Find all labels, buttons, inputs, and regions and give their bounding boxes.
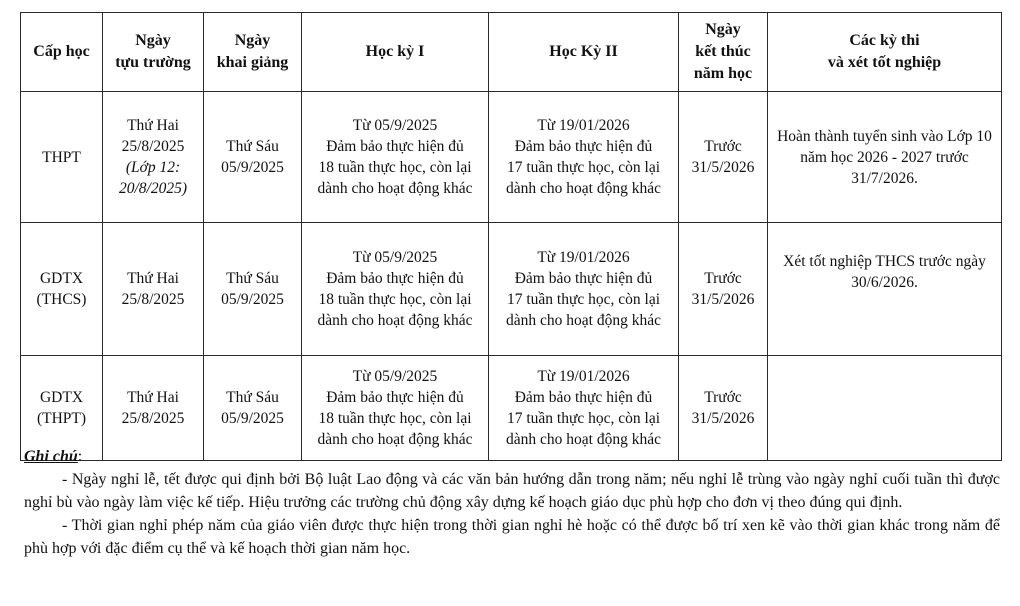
- header-opening-day-line: Ngày: [234, 32, 271, 49]
- semester-1-text: Từ 05/9/2025: [352, 117, 438, 134]
- cell-semester-1: [302, 223, 489, 356]
- header-opening-day: [204, 13, 302, 92]
- semester-1-text: 18 tuần thực học, còn lại: [318, 159, 472, 176]
- semester-1-text: Đảm bảo thực hiện đủ: [326, 138, 464, 155]
- return-day-note: 20/8/2025): [118, 180, 188, 197]
- header-semester-2-label: Học Kỳ II: [549, 43, 618, 60]
- cell-exams: [768, 223, 1002, 356]
- semester-1-text: dành cho hoạt động khác: [317, 312, 473, 329]
- opening-day-text: Thứ Sáu: [226, 138, 279, 155]
- header-end-day: [679, 13, 768, 92]
- opening-day-text: 05/9/2025: [221, 410, 284, 427]
- semester-1-text: Đảm bảo thực hiện đủ: [326, 389, 464, 406]
- semester-2-text: Đảm bảo thực hiện đủ: [514, 270, 653, 287]
- exams-text: Hoàn thành tuyển sinh vào Lớp 10 năm học 2026 - 2027 trước 31/7/2026.: [777, 127, 992, 187]
- notes-heading: [24, 445, 1000, 468]
- semester-2-text: Đảm bảo thực hiện đủ: [514, 138, 653, 155]
- end-day-text: 31/5/2026: [691, 410, 755, 427]
- cell-end-day: [679, 92, 768, 223]
- opening-day-text: 05/9/2025: [221, 291, 284, 308]
- notes-title: Ghi chú: [24, 448, 78, 465]
- note-item: - Thời gian nghỉ phép năm của giáo viên được thực hiện trong thời gian nghỉ hè hoặc có thể được bố trí xen kẽ vào thời gian khác trong năm để phù hợp với đặc điểm cụ thể và kế hoạch thời gian năm học.: [24, 517, 1000, 557]
- table-row: [21, 92, 1002, 223]
- return-day-text: 25/8/2025: [121, 138, 185, 155]
- header-return-day-line: Ngày: [135, 32, 171, 49]
- header-level-label: Cấp học: [33, 43, 90, 60]
- semester-2-text: Từ 19/01/2026: [537, 117, 630, 134]
- semester-2-text: Từ 19/01/2026: [537, 249, 630, 266]
- semester-2-text: 17 tuần thực học, còn lại: [506, 159, 661, 176]
- end-day-text: 31/5/2026: [691, 291, 755, 308]
- level-label: GDTX: [39, 270, 84, 287]
- opening-day-text: 05/9/2025: [221, 159, 284, 176]
- header-semester-1-label: Học kỳ I: [365, 43, 425, 60]
- header-semester-1: [302, 13, 489, 92]
- cell-semester-1: [302, 92, 489, 223]
- semester-1-text: 18 tuần thực học, còn lại: [318, 410, 472, 427]
- cell-return-day: [103, 223, 204, 356]
- return-day-text: Thứ Hai: [127, 270, 179, 287]
- semester-2-text: 17 tuần thực học, còn lại: [506, 410, 661, 427]
- exams-text: Xét tốt nghiệp THCS trước ngày 30/6/2026.: [783, 253, 986, 291]
- semester-2-text: 17 tuần thực học, còn lại: [506, 291, 661, 308]
- cell-opening-day: [204, 223, 302, 356]
- header-end-day-line: Ngày: [705, 21, 741, 38]
- table-header-row: [21, 13, 1002, 92]
- semester-1-text: dành cho hoạt động khác: [317, 431, 473, 448]
- header-exams-line: Các kỳ thi: [849, 32, 920, 49]
- table-row: [21, 223, 1002, 356]
- cell-end-day: [679, 223, 768, 356]
- return-day-text: 25/8/2025: [121, 291, 185, 308]
- return-day-text: Thứ Hai: [127, 117, 179, 134]
- header-return-day-line: tựu trường: [115, 54, 191, 71]
- note-item: - Ngày nghỉ lễ, tết được qui định bởi Bộ luật Lao động và các văn bản hướng dẫn trong năm; nếu nghỉ lễ trùng vào ngày nghỉ cuối tuần thì được nghỉ bù vào ngày làm việc kế tiếp. Hiệu trưởng các trường chủ động xây dựng kế hoạch giáo dục phù hợp cho đơn vị theo đúng qui định.: [24, 471, 1000, 511]
- cell-level: [21, 223, 103, 356]
- opening-day-text: Thứ Sáu: [226, 270, 279, 287]
- end-day-text: Trước: [704, 389, 742, 406]
- end-day-text: Trước: [704, 138, 742, 155]
- level-label: GDTX: [39, 389, 84, 406]
- cell-opening-day: [204, 92, 302, 223]
- level-label: (THPT): [36, 410, 87, 427]
- end-day-text: 31/5/2026: [691, 159, 755, 176]
- return-day-note: (Lớp 12:: [125, 159, 181, 176]
- semester-1-text: 18 tuần thực học, còn lại: [318, 291, 472, 308]
- cell-level: [21, 92, 103, 223]
- semester-2-text: dành cho hoạt động khác: [506, 312, 661, 329]
- cell-semester-2: [489, 223, 679, 356]
- semester-1-text: dành cho hoạt động khác: [317, 180, 473, 197]
- header-exams-line: và xét tốt nghiệp: [827, 54, 942, 71]
- header-level: [21, 13, 103, 92]
- cell-return-day: [103, 92, 204, 223]
- header-return-day: [103, 13, 204, 92]
- semester-2-text: Đảm bảo thực hiện đủ: [514, 389, 653, 406]
- header-exams: [768, 13, 1002, 92]
- header-end-day-line: kết thúc: [695, 43, 751, 60]
- school-year-schedule-table: [20, 12, 1002, 461]
- level-label: THPT: [42, 148, 81, 166]
- return-day-text: Thứ Hai: [127, 389, 179, 406]
- semester-2-text: dành cho hoạt động khác: [506, 431, 661, 448]
- header-opening-day-line: khai giảng: [216, 54, 289, 71]
- semester-1-text: Đảm bảo thực hiện đủ: [326, 270, 464, 287]
- semester-1-text: Từ 05/9/2025: [352, 249, 438, 266]
- opening-day-text: Thứ Sáu: [226, 389, 279, 406]
- end-day-text: Trước: [704, 270, 742, 287]
- notes-section: [24, 445, 1000, 560]
- cell-exams: [768, 92, 1002, 223]
- cell-semester-2: [489, 92, 679, 223]
- header-semester-2: [489, 13, 679, 92]
- semester-2-text: dành cho hoạt động khác: [506, 180, 661, 197]
- semester-2-text: Từ 19/01/2026: [537, 368, 630, 385]
- header-end-day-line: năm học: [693, 65, 753, 82]
- return-day-text: 25/8/2025: [121, 410, 185, 427]
- level-label: (THCS): [36, 291, 87, 308]
- semester-1-text: Từ 05/9/2025: [352, 368, 438, 385]
- notes-colon: :: [77, 448, 83, 465]
